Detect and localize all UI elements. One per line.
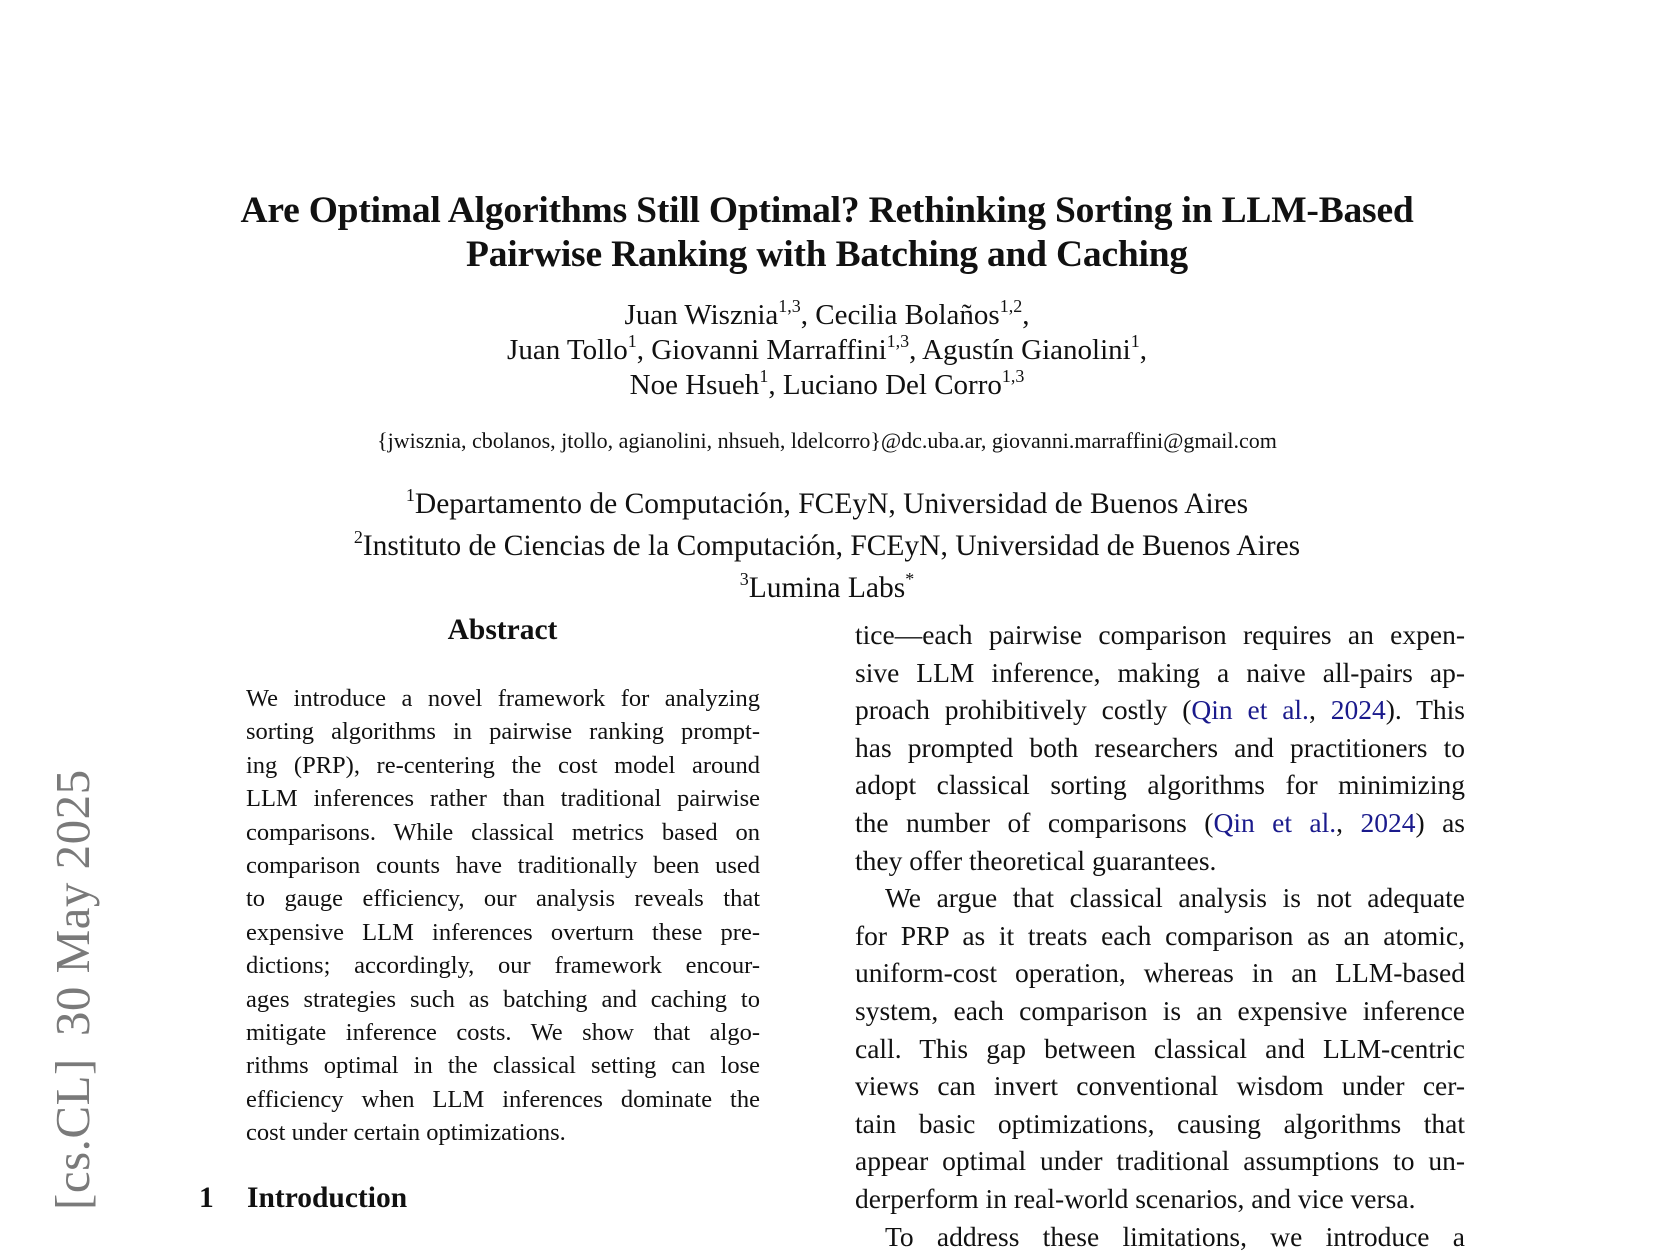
author-affil-mark: 1,3 — [887, 331, 910, 351]
citation-link[interactable]: Qin et al. — [1191, 694, 1309, 725]
affil-number: 2 — [354, 527, 363, 547]
abstract-line: cost under certain optimizations. — [246, 1116, 760, 1149]
text-fragment: , — [1309, 694, 1331, 725]
author-emails: {jwisznia, cbolanos, jtollo, agianolini, nhsueh, ldelcorro}@dc.uba.ar, giovanni.marraffini@gmail.com — [0, 428, 1654, 454]
abstract-body — [246, 682, 760, 1150]
body-line: tice—each pairwise comparison requires an expen- — [855, 616, 1465, 654]
title-line-1: Are Optimal Algorithms Still Optimal? Rethinking Sorting in LLM-Based — [0, 189, 1654, 233]
abstract-line: ages strategies such as batching and caching to — [246, 983, 760, 1016]
abstract-line: efficiency when LLM inferences dominate the — [246, 1083, 760, 1116]
affiliation-1 — [0, 485, 1654, 527]
affil-text: Lumina Labs — [749, 572, 905, 604]
paper-title — [0, 189, 1654, 277]
abstract-line: LLM inferences rather than traditional pairwise — [246, 782, 760, 815]
footnote-mark: * — [905, 569, 914, 589]
body-line: derperform in real-world scenarios, and vice versa. — [855, 1180, 1465, 1218]
author-affil-mark: 1 — [1131, 331, 1140, 351]
body-line: views can invert conventional wisdom under cer- — [855, 1067, 1465, 1105]
abstract-heading: Abstract — [190, 614, 815, 647]
author-name: Luciano Del Corro — [783, 369, 1002, 401]
citation-link[interactable]: Qin et al. — [1213, 807, 1336, 838]
section-number: 1 — [199, 1182, 247, 1215]
text-fragment: proach prohibitively costly ( — [855, 694, 1191, 725]
paragraph-start-line: We argue that classical analysis is not adequate — [855, 879, 1465, 917]
author-line-2: Juan Tollo$^1$, Giovanni Marraffini$^{1,3}$, Agustín Gianolini$^1$, — [0, 334, 1654, 369]
body-line: has prompted both researchers and practitioners to — [855, 729, 1465, 767]
abstract-line: We introduce a novel framework for analyzing — [246, 682, 760, 715]
text-fragment: ). This — [1386, 694, 1465, 725]
author-affil-mark: 1 — [628, 331, 637, 351]
citation-year-link[interactable]: 2024 — [1331, 694, 1386, 725]
author-affil-mark: 1 — [759, 366, 768, 386]
body-line — [855, 804, 1465, 842]
arxiv-date: 30 May 2025 — [45, 769, 100, 1036]
body-line: system, each comparison is an expensive inference — [855, 992, 1465, 1030]
author-name: Juan Wisznia — [625, 299, 779, 331]
affil-number: 1 — [406, 485, 415, 505]
right-column-body — [855, 616, 1465, 1255]
abstract-line: mitigate inference costs. We show that algo- — [246, 1016, 760, 1049]
body-line: appear optimal under traditional assumptions to un- — [855, 1142, 1465, 1180]
body-line — [855, 691, 1465, 729]
arxiv-category: [cs.CL] — [45, 1058, 100, 1210]
abstract-line: rithms optimal in the classical setting can lose — [246, 1049, 760, 1082]
body-line: for PRP as it treats each comparison as an atomic, — [855, 917, 1465, 955]
text-fragment: , — [1336, 807, 1360, 838]
author-name: Juan Tollo — [507, 334, 628, 366]
title-line-2: Pairwise Ranking with Batching and Caching — [0, 233, 1654, 277]
body-line: they offer theoretical guarantees. — [855, 842, 1465, 880]
text-fragment: ) as — [1416, 807, 1466, 838]
author-name: Cecilia Bolaños — [815, 299, 999, 331]
section-heading-introduction — [199, 1182, 407, 1215]
abstract-line: to gauge efficiency, our analysis reveals that — [246, 882, 760, 915]
affiliation-2 — [0, 527, 1654, 569]
body-line: sive LLM inference, making a naive all-pairs ap- — [855, 654, 1465, 692]
author-name: Noe Hsueh — [630, 369, 760, 401]
author-list — [0, 299, 1654, 404]
affiliation-3 — [0, 569, 1654, 611]
body-line: adopt classical sorting algorithms for minimizing — [855, 766, 1465, 804]
abstract-line: comparisons. While classical metrics based on — [246, 816, 760, 849]
paragraph-start-line: To address these limitations, we introduce a — [855, 1218, 1465, 1255]
text-fragment: the number of comparisons ( — [855, 807, 1213, 838]
author-name: Giovanni Marraffini — [651, 334, 886, 366]
section-title: Introduction — [247, 1182, 407, 1214]
affil-text: Departamento de Computación, FCEyN, Universidad de Buenos Aires — [415, 488, 1248, 520]
citation-year-link[interactable]: 2024 — [1361, 807, 1416, 838]
author-affil-mark: 1,2 — [1000, 296, 1023, 316]
abstract-line: dictions; accordingly, our framework encour- — [246, 949, 760, 982]
author-affil-mark: 1,3 — [778, 296, 801, 316]
body-line: call. This gap between classical and LLM-centric — [855, 1030, 1465, 1068]
abstract-line: sorting algorithms in pairwise ranking prompt- — [246, 715, 760, 748]
arxiv-stamp — [44, 769, 101, 1210]
abstract-line: ing (PRP), re-centering the cost model around — [246, 749, 760, 782]
affiliation-list — [0, 485, 1654, 611]
author-line-1: Juan Wisznia$^{1,3}$, Cecilia Bolaños$^{1,2}$, — [0, 299, 1654, 334]
affil-number: 3 — [740, 569, 749, 589]
body-line: uniform-cost operation, whereas in an LLM-based — [855, 954, 1465, 992]
author-line-3: Noe Hsueh$^1$, Luciano Del Corro$^{1,3}$ — [0, 369, 1654, 404]
affil-text: Instituto de Ciencias de la Computación, FCEyN, Universidad de Buenos Aires — [363, 530, 1300, 562]
abstract-line: expensive LLM inferences overturn these pre- — [246, 916, 760, 949]
author-affil-mark: 1,3 — [1002, 366, 1025, 386]
author-name: Agustín Gianolini — [922, 334, 1131, 366]
body-line: tain basic optimizations, causing algorithms that — [855, 1105, 1465, 1143]
abstract-line: comparison counts have traditionally been used — [246, 849, 760, 882]
